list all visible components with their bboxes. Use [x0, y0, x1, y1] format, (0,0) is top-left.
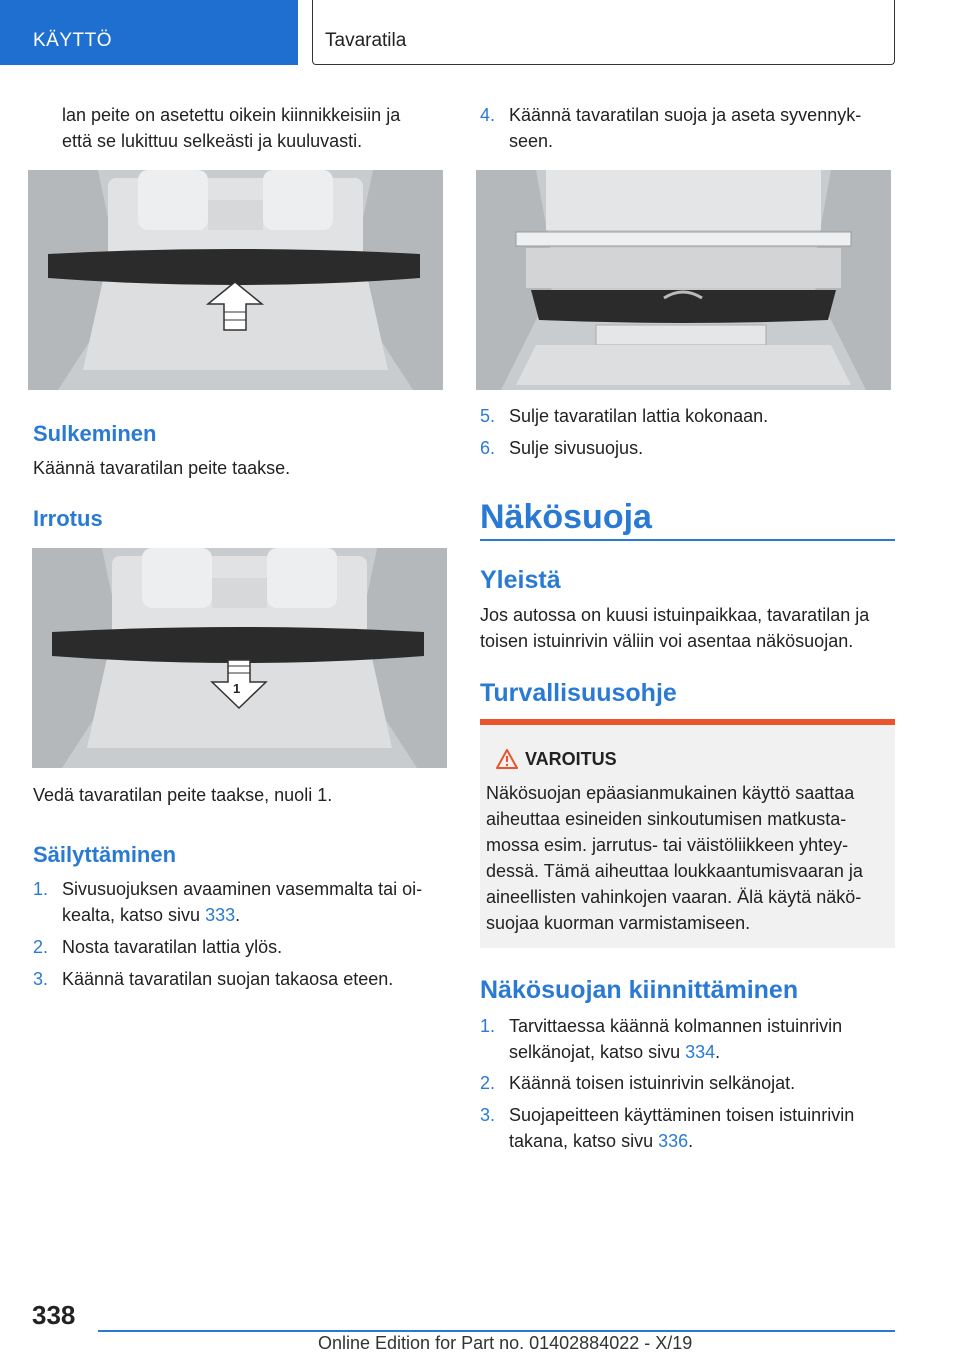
attach-step-3: 3. Suojapeitteen käyttäminen toisen istuinrivin takana, katso sivu 336. [480, 1105, 855, 1151]
heading-turvallisuusohje: Turvallisuusohje [480, 679, 677, 707]
heading-sailyttaminen: Säilyttäminen [33, 842, 177, 867]
heading-kiinnittaminen: Näkösuojan kiinnittäminen [480, 976, 799, 1004]
chapter-title: Tavaratila [325, 30, 407, 51]
storage-step-3: 3. Käännä tavaratilan suojan takaosa eteen. [33, 969, 394, 989]
section-title: KÄYTTÖ [33, 30, 113, 51]
footer-edition: Online Edition for Part no. 01402884022 - X/19 [318, 1333, 693, 1353]
yleista-line-1: Jos autossa on kuusi istuinpaikkaa, tavaratilan ja [480, 605, 870, 625]
chapter-tab [312, 0, 895, 65]
storage-step-2: 2. Nosta tavaratilan lattia ylös. [33, 937, 283, 957]
heading-sulkeminen: Sulkeminen [33, 421, 157, 446]
footer-divider [98, 1330, 895, 1332]
intro-line-1: lan peite on asetettu oikein kiinnikkeisiin ja [62, 105, 401, 125]
storage-step-6: 6. Sulje sivusuojus. [480, 438, 644, 458]
sulkeminen-text: Käännä tavaratilan peite taakse. [33, 458, 291, 478]
warning-box [480, 719, 895, 948]
heading-yleista: Yleistä [480, 566, 561, 594]
section-tab [0, 0, 298, 65]
page-number: 338 [32, 1300, 76, 1330]
storage-step-1: 1. Sivusuojuksen avaaminen vasemmalta tai oi- kealta, katso sivu 333. [33, 879, 423, 925]
storage-step-5: 5. Sulje tavaratilan lattia kokonaan. [480, 406, 769, 426]
warning-text: Näkösuojan epäasianmukainen käyttö saattaa aiheuttaa esineiden sinkoutumisen matkusta- mossa esim. jarrutus- tai väistöliikkeen yhtey- dessä. Tämä aiheuttaa loukkaantumisvaaran ja aineellisten vahinkojen vaaran. Älä käytä näkö- suojaa kuorman varmistamiseen. [486, 783, 863, 933]
heading-divider [480, 539, 895, 541]
heading-irrotus: Irrotus [33, 506, 103, 531]
page-link-336[interactable]: 336 [658, 1131, 689, 1151]
arrow-label-1: 1 [233, 681, 241, 696]
page-link-334[interactable]: 334 [685, 1042, 716, 1062]
cargo-cover-storage-figure [476, 170, 891, 390]
warning-triangle-icon [496, 749, 518, 769]
page-link-333[interactable]: 333 [205, 905, 236, 925]
irrotus-caption: Vedä tavaratilan peite taakse, nuoli 1. [33, 785, 333, 805]
cargo-cover-figure-2 [32, 548, 447, 768]
attach-step-2: 2. Käännä toisen istuinrivin selkänojat. [480, 1073, 796, 1093]
heading-nakosuoja: Näkösuoja [480, 498, 652, 536]
intro-line-2: että se lukittuu selkeästi ja kuuluvasti. [62, 131, 363, 151]
yleista-line-2: toisen istuinrivin väliin voi asentaa näkösuojan. [480, 631, 854, 651]
storage-step-4: 4. Käännä tavaratilan suoja ja aseta syvennyk- seen. [480, 105, 862, 151]
attach-step-1: 1. Tarvittaessa käännä kolmannen istuinrivin selkänojat, katso sivu 334. [480, 1016, 843, 1062]
warning-title: VAROITUS [525, 749, 617, 769]
cargo-cover-figure-1 [28, 170, 443, 390]
